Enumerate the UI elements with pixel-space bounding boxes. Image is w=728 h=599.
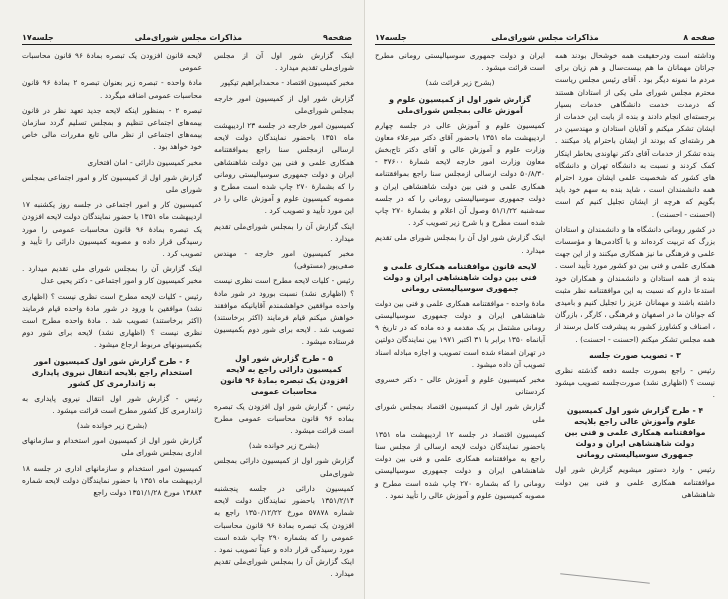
paragraph: کمیسیون امور خارجه در جلسه ۲۳ اردیبهشت ماه ۱۳۵۱ باحضور نمایندگان دولت لایحه ارسالی ازمجلس سنا راجع بموافقتنامه همکاری علمی و فنی بین دولت شاهنشاهی ایران و دولت جمهوری سوسیالیستی رومانی را که بشمارهٔ ۲۷۰ چاپ شده است مطرح و مصوبه کمیسیون علوم و آموزش عالی را در این مورد تأیید و تصویب کرد . [214, 121, 355, 216]
paragraph: کمیسیون اقتصاد در جلسه ۱۲ اردیبهشت ماه ۱۳۵۱ باحضور نمایندگان دولت لایحه ارسالی از مجلس سنا راجع به موافقتنامه همکاری علمی و فنی بین دولت شاهنشاهی ایران و دولت جمهوری سوسیالیستی رومانی را که بشماره ۲۷۰ چاپ شده است مطرح و مصوبه کمیسیون علوم و آموزش عالی را تأیید نمود . [375, 429, 546, 500]
paragraph: اینک گزارش آن را بمجلس شورای‌ملی تقدیم میدارد . [214, 221, 354, 243]
section-heading: ۵ - طرح گزارش شور اول کمیسیون دارائی راجع به لایحه افزودن یک تبصره بمادهٔ ۹۶ قانون محاسبات عمومی [220, 353, 348, 396]
text-column-right [214, 50, 354, 584]
paragraph: کمیسیون کار و امور اجتماعی در جلسه روز یکشنبه ۱۷ اردیبهشت ماه ۱۳۵۱ با حضور نمایندگان دولت لایحه افزودن یک تبصره بمادهٔ ۹۶ قانون محاسبات عمومی را مورد رسیدگی قرار داده و مصوبه کمیسیون دارائی را تأیید و تصویب کرد . [22, 200, 202, 259]
paragraph: مخبر کمیسیون دارائی - امان افتخاری [87, 157, 202, 167]
paragraph: اینک گزارش شور اول آن از مجلس شورای‌ملی تقدیم میدارد . [214, 51, 354, 73]
paragraph: اینک گزارش شور اول آن را بمجلس شورای ملی تقدیم میدارد . [375, 233, 545, 255]
header-title: مذاکرات مجلس شورای‌ملی [134, 33, 243, 42]
paragraph: اینک گزارش آن را بمجلس شورای ملی تقدیم میدارد . مخبر کمیسیون کار و امور اجتماعی - دکتر یحیی عدل [22, 264, 202, 286]
paragraph: رئیس - گزارش شور اول افزودن یک تبصره بماده ۹۶ قانون محاسبات عمومی مطرح است قرائت میشود . [214, 401, 354, 436]
page-number: صفحه ۸ [683, 33, 715, 42]
paragraph: کمیسیون علوم و آموزش عالی در جلسه چهارم اردیبهشت ماه ۱۳۵۱ باحضور آقای دکتر میرعلاء معاون وزارت علوم و آموزش عالی و آقای دکتر تاج‌بخش معاون وزارت امور خارجه لایحه شمارهٔ ۳۷۶۰۰ - ۵۰/۸/۳۰ دولت ارسالی ازمجلس سنا راجع بموافقتنامه همکاری علمی و فنی بین دولت شاهنشاهی ایران و دولت جمهوری سوسیالیستی رومانی را که در جلسه سه‌شنبه ۵۱/۱/۲۲ وصول آن اعلام و بشمارهٔ ۲۷۰ چاپ شده است مطرح و با شرح زیر تصویب کرد . [375, 120, 545, 228]
paragraph: مخبر کمیسیون اقتصاد - محمدابراهیم تیکپور [220, 78, 354, 88]
paragraph: کمیسیون امور استخدام و سازمانهای اداری در جلسه ۱۸ اردیبهشت ماه ۱۳۵۱ با حضور نمایندگان دولت لایحه شماره ۱۳۸۸۴ مورخ ۱۳۵۱/۱/۲۸ دولت راجع [22, 463, 203, 498]
text-column-left [375, 50, 545, 505]
paragraph: رئیس - راجع بصورت جلسه دفعه گذشته نظری نیست ؟ (اظهاری نشد) صورت‌جلسه تصویب میشود . [555, 365, 715, 400]
section-heading: ۳ - تصویب صورت جلسه [589, 350, 681, 360]
paragraph: گزارش شور اول از کمیسیون دارائی بمجلس شورای‌ملی [214, 456, 354, 478]
paragraph: وداشته است ودرحقیقت همه خوشحال بودند همه جراتان مهمانان ما هم بیست‌سال و هم زیان برای مردم ما نمونه دیگر بود . آقای رئیس مجلس ریاست محترم مجلس شورای ملی یکی از استادان هستند که درمدت خدمت دانشگاهی خدمات بسیار برجسته‌ای انجام دادند و بنده از بابت این خدمات از ایشان تشکر میکنم و آقایان استادان و مهندسین در هر رشته‌ای که بودند از ایشان باحترام یاد میکنند . بنده تشکر از خدمات آقای دکتر نهاوندی بخاطر اینکار کمک کردند و نسبت به دانشگاه تهران و دانشگاه های کشور که شخصیت علمی ایشان مورد احترام همه دانشمندان است ، شاید بنده به سهم خود باید بگویم که هرچه از ایشان تجلیل کنیم کم است (احسنت - احسنت) . [555, 51, 715, 219]
paragraph: لایحه قانون افزودن یک تبصره بمادهٔ ۹۶ قانون محاسبات عمومی [22, 51, 202, 73]
text-column-right [555, 50, 715, 504]
paragraph: رئیس - گزارش شور اول انتقال نیروی پایداری به ژاندارمری کل کشور مطرح است قرائت میشود . [22, 393, 202, 415]
section-heading: ۶ - طرح گزارش شور اول کمیسیون امور استخدام راجع بلایحه انتقال نیروی پایداری به ژاندارمری کل کشور [31, 356, 193, 388]
stage-direction: (بشرح زیر خوانده شد) [248, 441, 320, 451]
paragraph: مادهٔ واحده - موافقتنامه همکاری علمی و فنی بین دولت شاهنشاهی ایران و دولت جمهوری سوسیالیستی رومانی مشتمل بر یک مقدمه و ده ماده که در تاریخ ۹ آبانماه ۱۳۵۰ برابر با ۳۱ اکتبر ۱۹۷۱ بین نمایندگان دولتین در تهران امضاء شده است تصویب و اجازه مبادله اسناد تصویب آن داده میشود . [375, 298, 546, 369]
stage-direction: (بشرح زیر خوانده شد) [76, 421, 148, 431]
running-header [375, 30, 715, 45]
paragraph: گزارش شور اول از کمیسیون اقتصاد بمجلس شورای ملی [375, 402, 545, 424]
section-heading: ۴ - طرح گزارش شور اول کمیسیون علوم وآموزش عالی راجع بلایحه موافقتنامه همکاری علمی و فنی بین دولت شاهنشاهی ایران و دولت جمهوری سوسیالیستی رومانی [564, 406, 706, 460]
page-number: صفحه۹ [323, 33, 352, 42]
paragraph: در کشور رومانی دانشگاه ها و دانشمندان و استادان بزرگ که تربیت کرده‌اند و با آکادمی‌ها و مؤسسات علمی و فرهنگی ما نیز همکاری میکنند و از این جهت همکاری علمی و فنی بین دو کشور مورد تأیید است . بنده از همه استادان و دانشمندان و همکاران خود استدعا دارم که نسبت به این موافقتنامه نظر مثبت داشته باشند و مهمانان عزیز را تجلیل کنیم و بامیدی که جوانان ما در اصفهان و فرهنگی ، کارگر ، بازرگان ، اصناف و کشاورز کشور به پیشرفت کامل برسند از همه مجلس تشکر میکنم (احسنت - احسنت) . [555, 224, 715, 344]
session-number: جلسه۱۷ [375, 33, 407, 42]
text-column-left [22, 50, 202, 502]
paragraph: گزارش شور اول از کمیسیون امور خارجه بمجلس شورای‌ملی [214, 93, 354, 115]
paragraph: مخبر کمیسیون امور خارجه - مهندس صفی‌پور (مستوفی) [214, 249, 354, 271]
paragraph: گزارش شور اول از کمیسیون کار و امور اجتماعی بمجلس شورای ملی [22, 172, 202, 195]
header-title: مذاکرات مجلس شورای‌ملی [491, 33, 599, 42]
session-number: جلسه۱۷ [22, 33, 54, 42]
paragraph: کمیسیون دارائی در جلسه پنجشنبه ۱۳۵۱/۲/۱۴ باحضور نمایندگان دولت لایحه شماره ۵۷۸۷۸ مورخ ۱۳۵۰/۱۲/۲۲ راجع به افزودن یک تبصره بمادهٔ ۹۶ قانون محاسبات عمومی را که بشماره ۲۹۰ چاپ شده است مورد رسیدگی قرار داده و عیناً تصویب نمود . اینک گزارش آن را بمجلس شورای‌ملی تقدیم میدارد . [214, 483, 355, 579]
stage-direction: (بشرح زیر قرائت شد) [425, 78, 495, 88]
paragraph: گزارش شور اول از کمیسیون امور استخدام و سازمانهای اداری بمجلس شورای ملی [22, 436, 202, 458]
paragraph: مادهٔ واحده - تبصره زیر بعنوان تبصره ۲ بمادهٔ ۹۶ قانون محاسبات عمومی اضافه میگردد . [22, 78, 203, 100]
section-heading: گزارش شور اول از کمیسیون علوم و آموزش عالی بمجلس شورای‌ملی [389, 94, 531, 115]
right-page [364, 0, 728, 599]
paragraph: رئیس - کلیات لایحه مطرح است نظری نیست ؟ (اظهاری نشد) موافقین با ورود در شور مادهٔ واحده قیام فرمایند (اکثر برخاستند) تصویب شد . مادهٔ واحده مطرح است نظری نیست ؟ (اظهاری نشد) لایحه برای شور دوم بکمیسیونهای مربوط ارجاع میشود . [22, 291, 202, 350]
running-header [22, 30, 352, 45]
paragraph: ایران و دولت جمهوری سوسیالیستی رومانی مطرح است قرائت میشود . [375, 51, 545, 73]
paragraph: تبصره ۲ - بمنظور اینکه لایحه جدید تعهد نظر در قانون بیمه‌های اجتماعی تنظیم و بمجلس تسلیم گردد سازمان بیمه‌های اجتماعی از نظر مالی تابع مقررات مالی خاص خود خواهد بود . [22, 105, 202, 152]
paragraph: مخبر کمیسیون علوم و آموزش عالی - دکتر خسروی کردستانی [375, 375, 545, 397]
paragraph: رئیس - وارد دستور میشویم گزارش شور اول موافقتنامه همکاری علمی و فنی بین دولت شاهنشاهی [555, 465, 715, 499]
paragraph: رئیس - کلیات لایحه مطرح است نظری نیست ؟ (اظهاری نشد) نسبت بورود در شور مادهٔ واحده موافقین خواهشمندم آقایانیکه موافقند خواهش میکنم قیام فرمایند (اکثر برخاستند) تصویب شد . لایحه برای شور دوم بکمیسیون فرستاده میشود . [214, 276, 354, 347]
section-heading: لایحه قانون موافقتنامه همکاری علمی و فنی بین دولت شاهنشاهی ایران و دولت جمهوری سوسیالیستی رومانی [383, 261, 537, 293]
